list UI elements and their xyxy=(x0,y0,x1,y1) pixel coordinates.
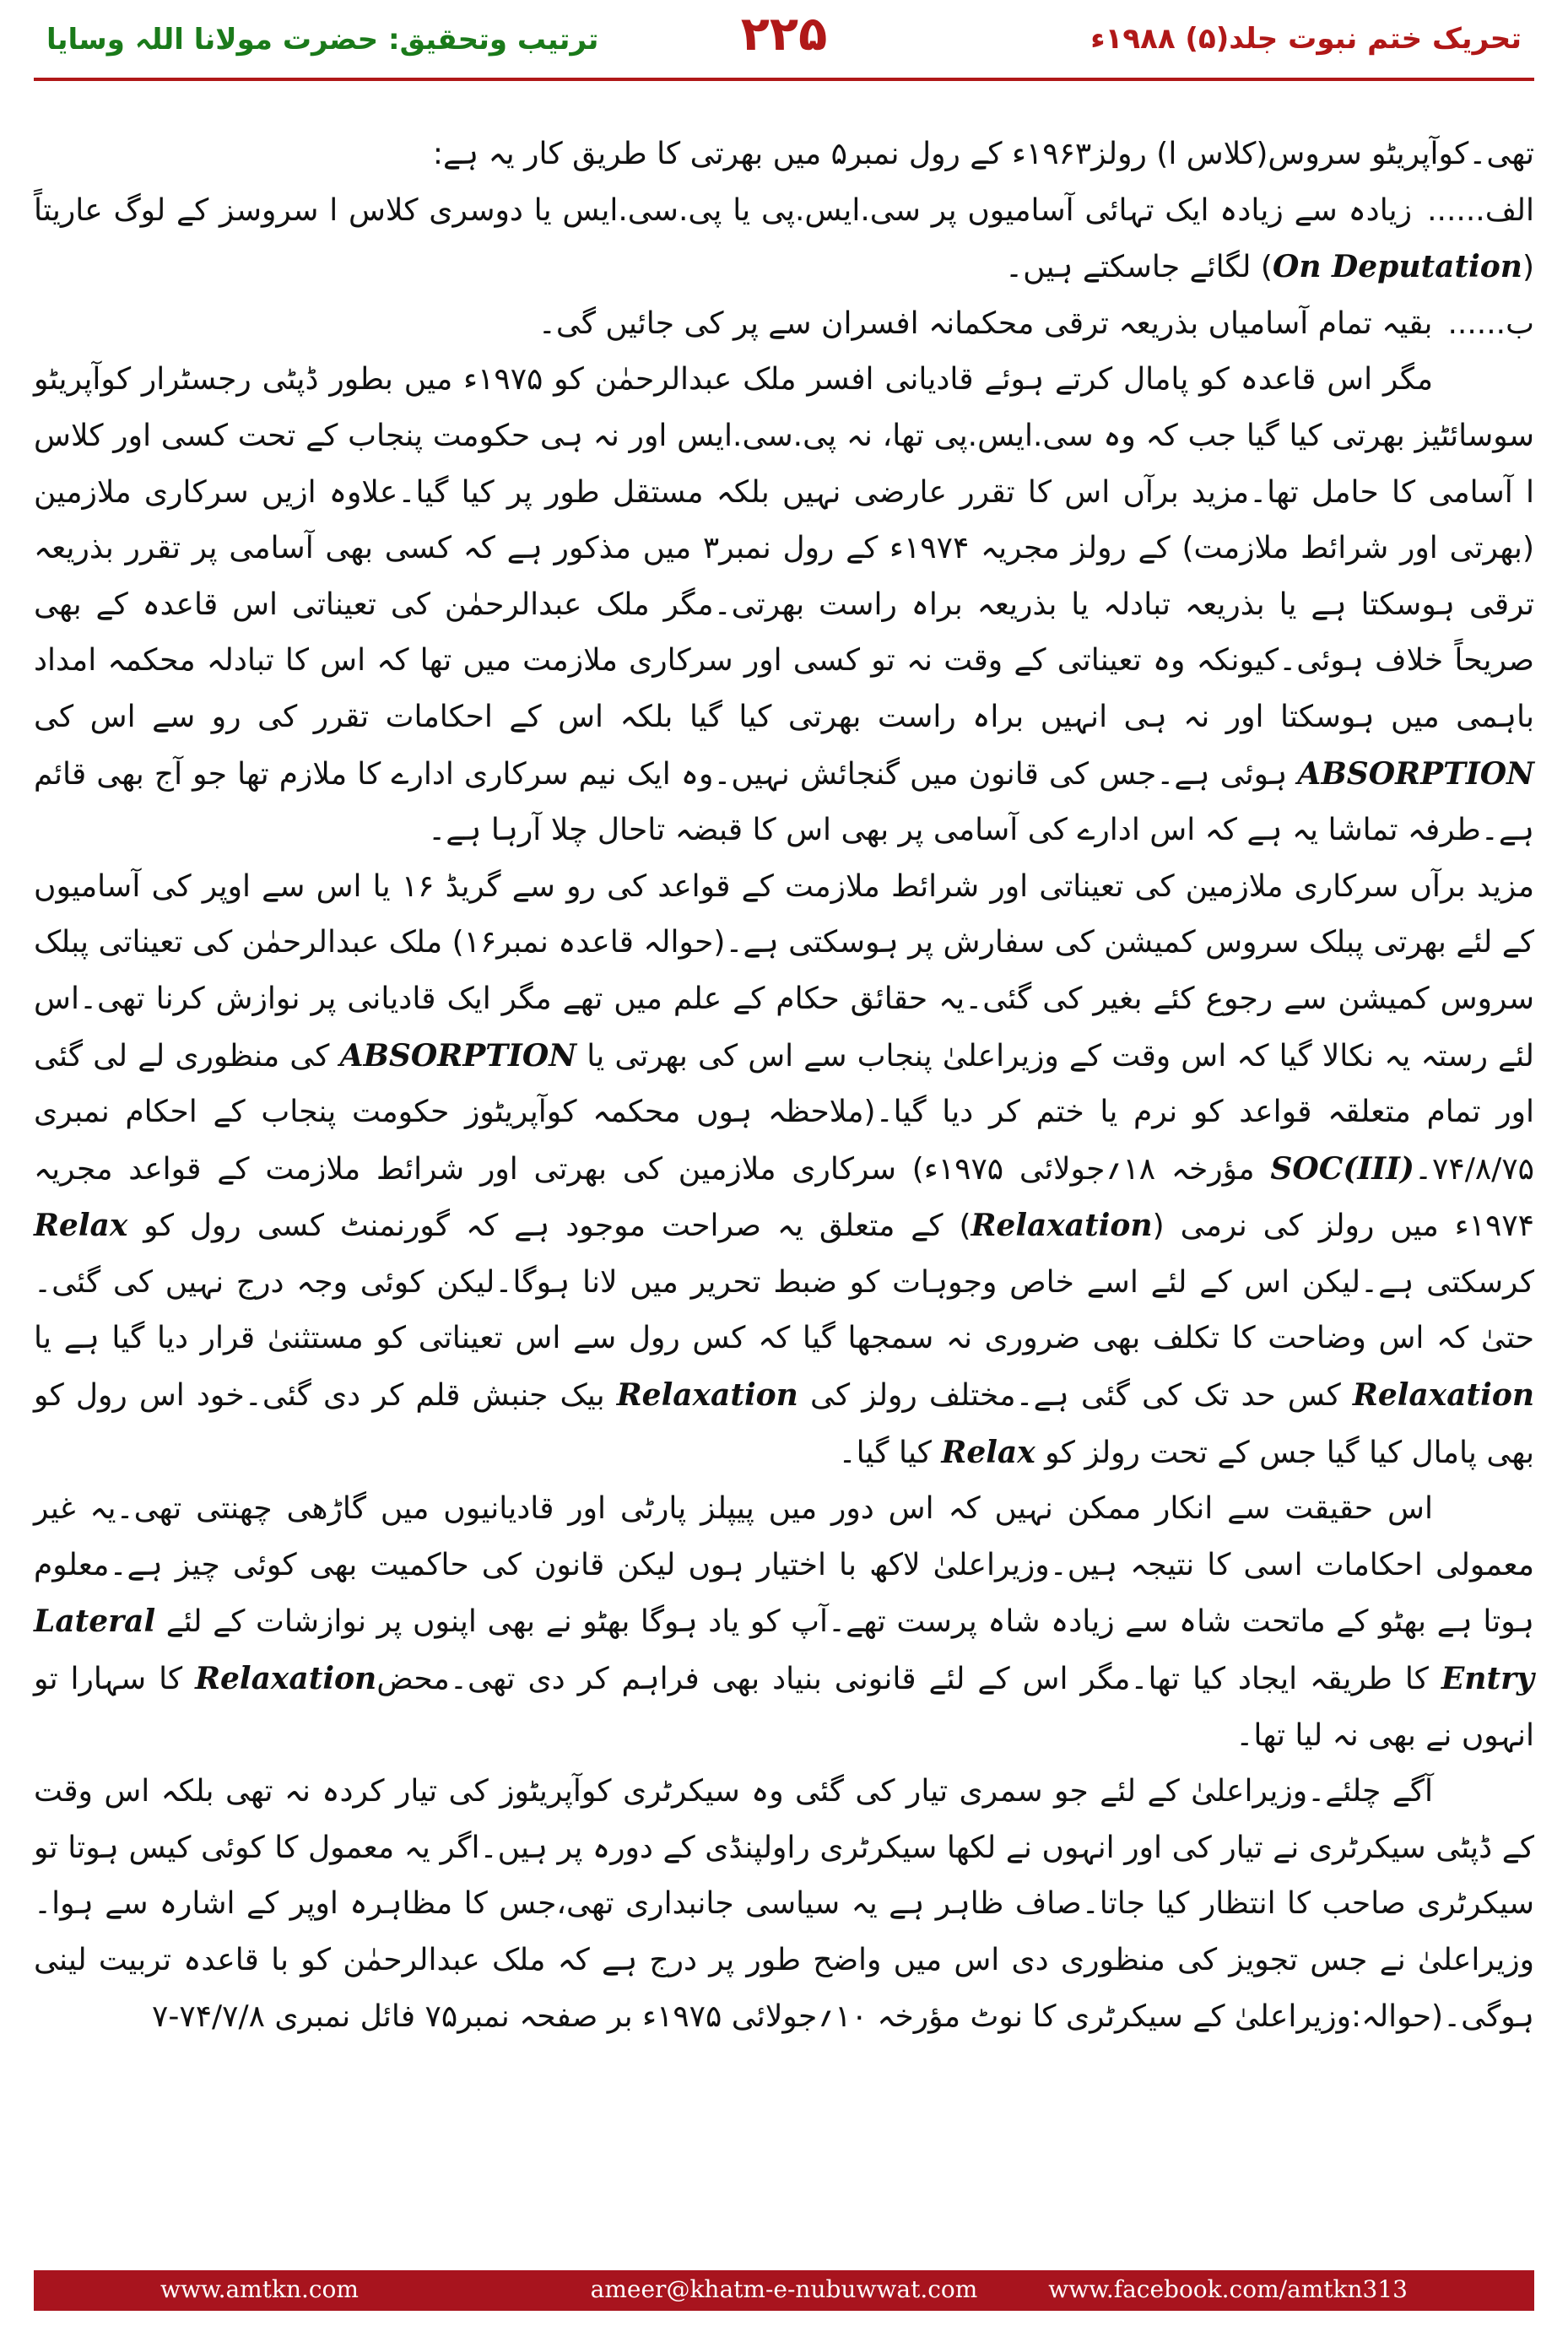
footer-website-link[interactable]: www.amtkn.com xyxy=(160,2275,359,2303)
paragraph: آگے چلئے۔وزیراعلیٰ کے لئے جو سمری تیار کی گئی وہ سیکرٹری کوآپریٹوز کی تیار کردہ نہ تھی بلکہ اس وقت کے ڈپٹی سیکرٹری نے تیار کی اور انہوں نے لکھا سیکرٹری راولپنڈی کے دورہ پر ہیں۔اگر یہ معمول کا کوئی کیس ہوتا تو سیکرٹری صاحب کا انتظار کیا جاتا۔صاف ظاہر ہے یہ سیاسی جانبداری تھی،جس کا مظاہرہ اوپر کے اشارہ سے ہوا۔وزیراعلیٰ نے جس تجویز کی منظوری دی اس میں واضح طور پر درج ہے کہ ملک عبدالرحمٰن کو با قاعدہ تربیت لینی ہوگی۔(حوالہ:وزیراعلیٰ کے سیکرٹری کا نوٹ مؤرخہ ۱۰؍جولائی ۱۹۷۵ء بر صفحہ نمبر۷۵ فائل نمبری ۷۴/۷/۸-۷ xyxy=(34,1774,1534,2034)
header-divider xyxy=(34,78,1534,81)
header-compiler: ترتیب وتحقیق: حضرت مولانا اللہ وسایا xyxy=(46,23,599,57)
paragraph: مزید برآں سرکاری ملازمین کی تعیناتی اور شرائط ملازمت کے قواعد کی رو سے گریڈ ۱۶ یا اس سے اوپر کی آسامیوں کے لئے بھرتی پبلک سروس کمیشن کی سفارش پر ہوسکتی ہے۔(حوالہ قاعدہ نمبر۱۶) ملک عبدالرحمٰن کی تعیناتی پبلک سروس کمیشن سے رجوع کئے بغیر کی گئی۔یہ حقائق حکام کے علم میں تھے مگر ایک قادیانی پر نوازش کرنا تھی۔اس لئے رستہ یہ نکالا گیا کہ اس وقت کے وزیراعلیٰ پنجاب سے اس کی بھرتی یا ABSORPTION کی منظوری لے لی گئی اور تمام متعلقہ قواعد کو نرم یا ختم کر دیا گیا۔(ملاحظہ ہوں محکمہ کوآپریٹوز حکومت پنجاب کے احکام نمبری ۷۴/۸/۷۵۔SOC(III) مؤرخہ ۱۸؍جولائی ۱۹۷۵ء) سرکاری ملازمین کی بھرتی اور شرائط ملازمت کے قواعد مجریہ ۱۹۷۴ء میں رولز کی نرمی (Relaxation) کے متعلق یہ صراحت موجود ہے کہ گورنمنٹ کسی رول کو Relax کرسکتی ہے۔لیکن اس کے لئے اسے خاص وجوہات کو ضبط تحریر میں لانا ہوگا۔لیکن کوئی وجہ درج نہیں کی گئی۔حتیٰ کہ اس وضاحت کا تکلف بھی ضروری نہ سمجھا گیا کہ کس رول سے اس تعیناتی کو مستثنیٰ قرار دیا گیا ہے یا Relaxation کس حد تک کی گئی ہے۔مختلف رولز کی Relaxation بیک جنبش قلم کر دی گئی۔خود اس رول کو بھی پامال کیا گیا جس کے تحت رولز کو Relax کیا گیا۔ xyxy=(34,868,1535,1470)
clause-bay: ب......بقیہ تمام آسامیاں بذریعہ ترقی محکمانہ افسران سے پر کی جائیں گی۔ xyxy=(538,306,1534,341)
footer-bar xyxy=(34,2270,1534,2311)
body-text xyxy=(34,127,1534,2045)
paragraph: اس حقیقت سے انکار ممکن نہیں کہ اس دور میں پیپلز پارٹی اور قادیانیوں میں گاڑھی چھنتی تھی۔یہ غیر معمولی احکامات اسی کا نتیجہ ہیں۔وزیراعلیٰ لاکھ با اختیار ہوں لیکن قانون کی حاکمیت بھی کوئی چیز ہے۔معلوم ہوتا ہے بھٹو کے ماتحت شاہ سے زیادہ شاہ پرست تھے۔آپ کو یاد ہوگا بھٹو نے بھی اپنوں پر نوازشات کے لئے Lateral Entry کا طریقہ ایجاد کیا تھا۔مگر اس کے لئے قانونی بنیاد بھی فراہم کر دی تھی۔محضRelaxation کا سہارا تو انہوں نے بھی نہ لیا تھا۔ xyxy=(34,1491,1534,1753)
page-number: ۲۲۵ xyxy=(740,7,828,62)
clause-alif-label: الف...... xyxy=(1427,192,1534,228)
intro-line: تھی۔کوآپریٹو سروس(کلاس ا) رولز۱۹۶۳ء کے رول نمبر۵ میں بھرتی کا طریق کار یہ ہے: xyxy=(432,137,1534,171)
footer-facebook-link[interactable]: www.facebook.com/amtkn313 xyxy=(1048,2275,1408,2303)
clause-alif: الف......زیادہ سے زیادہ ایک تہائی آسامیوں پر سی.ایس.پی یا پی.سی.ایس یا دوسری کلاس ا سروسز کے لوگ عاریتاً (On Deputation) لگائے جاسکتے ہیں۔ xyxy=(34,192,1534,285)
clause-bay-label: ب...... xyxy=(1447,306,1534,341)
footer-email-link[interactable]: ameer@khatm-e-nubuwwat.com xyxy=(590,2275,978,2303)
header-book-title: تحریک ختم نبوت جلد(۵) ۱۹۸۸ء xyxy=(1090,22,1522,56)
page-header xyxy=(0,0,1568,76)
paragraph: مگر اس قاعدہ کو پامال کرتے ہوئے قادیانی افسر ملک عبدالرحمٰن کو ۱۹۷۵ء میں بطور ڈپٹی رجسٹرار کوآپریٹو سوسائٹیز بھرتی کیا گیا جب کہ وہ سی.ایس.پی تھا، نہ پی.سی.ایس اور نہ ہی حکومت پنجاب کے تحت کسی اور کلاس ا آسامی کا حامل تھا۔مزید برآں اس کا تقرر عارضی نہیں بلکہ مستقل طور پر کیا گیا۔علاوہ ازیں سرکاری ملازمین (بھرتی اور شرائط ملازمت) کے رولز مجریہ ۱۹۷۴ء کے رول نمبر۳ میں مذکور ہے کہ کسی بھی آسامی پر تقرر بذریعہ ترقی ہوسکتا ہے یا بذریعہ تبادلہ یا بذریعہ براہ راست بھرتی۔مگر ملک عبدالرحمٰن کی تعیناتی اس قاعدہ کے بھی صریحاً خلاف ہوئی۔کیونکہ وہ تعیناتی کے وقت نہ تو کسی اور سرکاری ملازمت میں تھا کہ اس کا تبادلہ محکمہ امداد باہمی میں ہوسکتا اور نہ ہی انہیں براہ راست بھرتی کیا گیا بلکہ اس کے احکامات تقرر کی رو سے اس کی ABSORPTION ہوئی ہے۔جس کی قانون میں گنجائش نہیں۔وہ ایک نیم سرکاری ادارے کا ملازم تھا جو آج بھی قائم ہے۔طرفہ تماشا یہ ہے کہ اس ادارے کی آسامی پر بھی اس کا قبضہ تاحال چلا آرہا ہے۔ xyxy=(34,362,1534,848)
